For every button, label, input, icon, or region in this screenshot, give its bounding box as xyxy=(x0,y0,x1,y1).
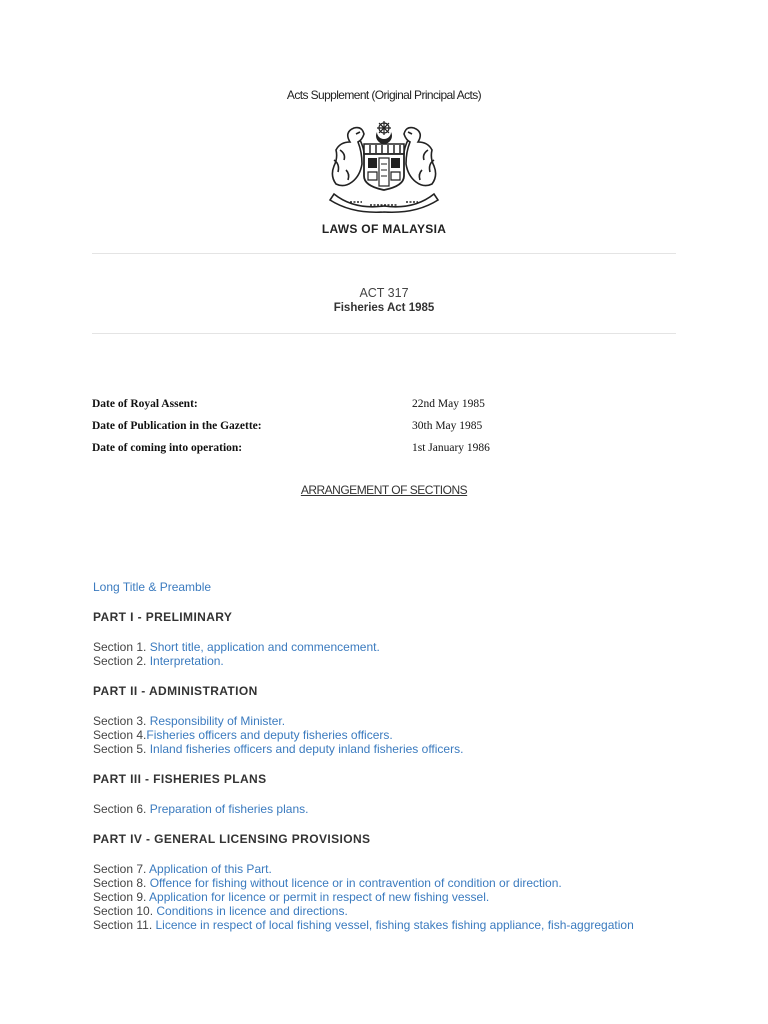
date-label: Date of Royal Assent: xyxy=(92,398,198,410)
long-title-link[interactable]: Long Title & Preamble xyxy=(93,580,212,594)
section-link[interactable]: Preparation of fisheries plans. xyxy=(149,802,309,816)
section-number: Section 3. xyxy=(93,714,150,728)
date-row xyxy=(92,442,692,464)
list-item xyxy=(93,876,693,890)
date-value: 30th May 1985 xyxy=(412,420,483,432)
date-label: Date of coming into operation: xyxy=(92,442,243,454)
list-item xyxy=(93,640,693,654)
act-number: ACT 317 xyxy=(359,286,409,300)
act-title: Fisheries Act 1985 xyxy=(333,302,435,314)
section-number: Section 7. xyxy=(93,862,150,876)
section-link[interactable]: Fisheries officers and deputy fisheries officers. xyxy=(146,728,393,742)
section-link[interactable]: Interpretation. xyxy=(149,654,224,668)
section-number: Section 5. xyxy=(93,742,150,756)
divider xyxy=(92,253,676,254)
section-list xyxy=(93,640,693,668)
section-list xyxy=(93,862,693,932)
section-link[interactable]: Inland fisheries officers and deputy inland fisheries officers. xyxy=(149,742,464,756)
part-heading: PART IV - GENERAL LICENSING PROVISIONS xyxy=(93,832,371,846)
section-number: Section 6. xyxy=(93,802,150,816)
section-number: Section 11. xyxy=(93,918,156,932)
dates-table xyxy=(92,398,692,464)
part-heading: PART III - FISHERIES PLANS xyxy=(93,772,267,786)
part-heading: PART II - ADMINISTRATION xyxy=(93,684,258,698)
section-link[interactable]: Application for licence or permit in respect of new fishing vessel. xyxy=(149,890,490,904)
section-link[interactable]: Application of this Part. xyxy=(149,862,272,876)
table-of-contents xyxy=(93,580,693,948)
divider xyxy=(92,333,676,334)
section-link[interactable]: Offence for fishing without licence or in contravention of condition or direction. xyxy=(149,876,562,890)
section-link[interactable]: Responsibility of Minister. xyxy=(149,714,286,728)
malaysia-coat-of-arms-icon xyxy=(320,120,448,218)
list-item xyxy=(93,904,693,918)
section-number: Section 4. xyxy=(93,728,147,742)
date-row xyxy=(92,420,692,442)
section-number: Section 8. xyxy=(93,876,150,890)
section-number: Section 9. xyxy=(93,890,150,904)
section-link[interactable]: Licence in respect of local fishing vessel, fishing stakes fishing appliance, fish-aggregation xyxy=(155,918,634,932)
date-row xyxy=(92,398,692,420)
list-item xyxy=(93,862,693,876)
list-item xyxy=(93,802,693,816)
laws-heading: LAWS OF MALAYSIA xyxy=(321,222,447,236)
list-item xyxy=(93,728,693,742)
section-link[interactable]: Short title, application and commencement. xyxy=(149,640,380,654)
list-item xyxy=(93,918,693,932)
date-value: 1st January 1986 xyxy=(412,442,490,454)
date-label: Date of Publication in the Gazette: xyxy=(92,420,262,432)
list-item xyxy=(93,654,693,668)
section-number: Section 10. xyxy=(93,904,157,918)
section-number: Section 1. xyxy=(93,640,150,654)
supplement-title: Acts Supplement (Original Principal Acts) xyxy=(286,88,482,102)
section-list xyxy=(93,714,693,756)
list-item xyxy=(93,742,693,756)
list-item xyxy=(93,890,693,904)
arrangement-heading: ARRANGEMENT OF SECTIONS xyxy=(300,483,468,497)
part-heading: PART I - PRELIMINARY xyxy=(93,610,233,624)
date-value: 22nd May 1985 xyxy=(412,398,485,410)
list-item xyxy=(93,714,693,728)
section-number: Section 2. xyxy=(93,654,150,668)
section-link[interactable]: Conditions in licence and directions. xyxy=(156,904,348,918)
section-list xyxy=(93,802,693,816)
